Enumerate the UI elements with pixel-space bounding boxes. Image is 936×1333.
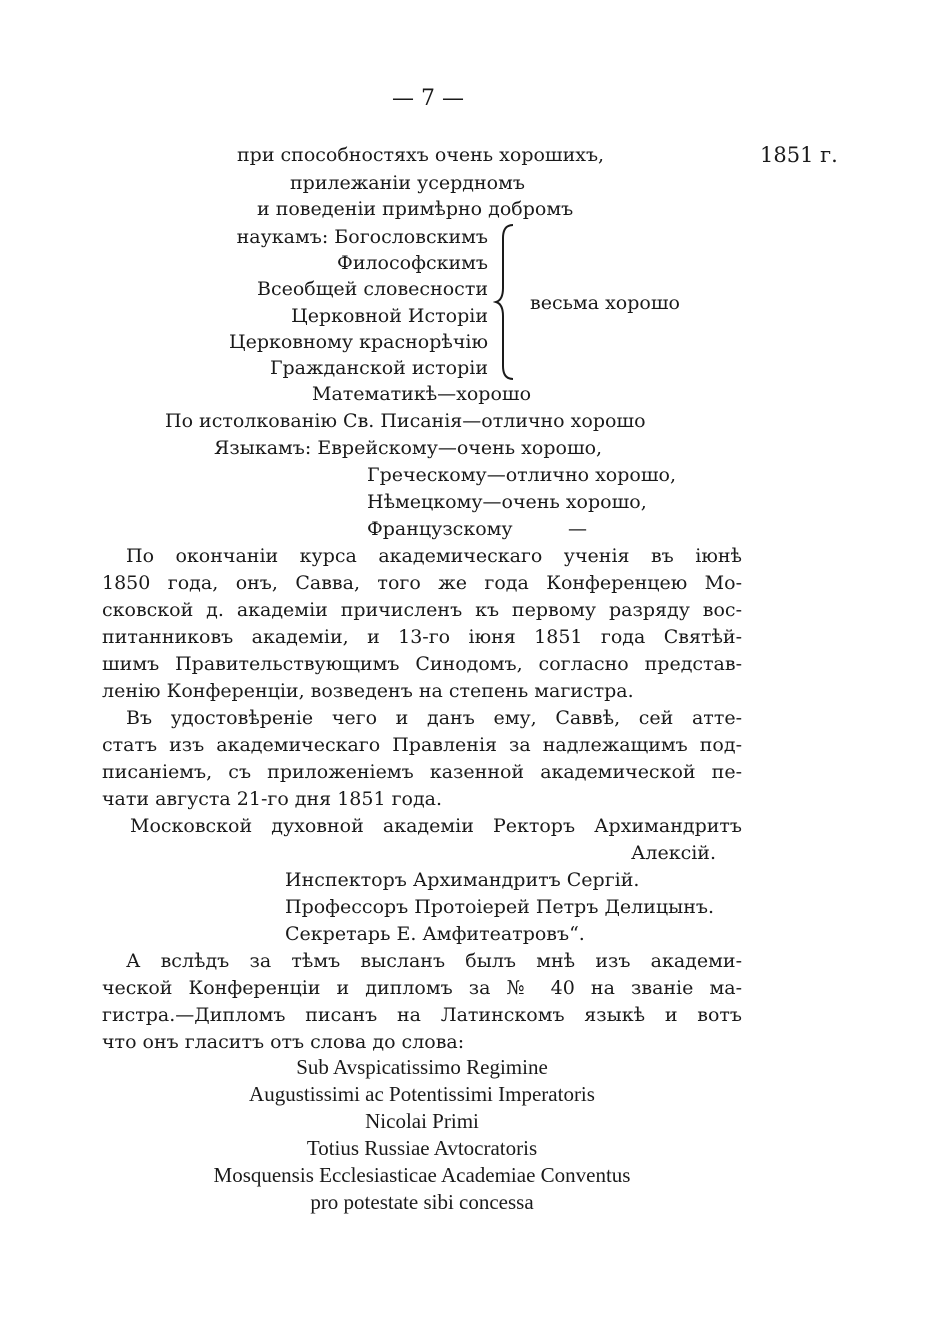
signature-secretary: Секретарь Е. Амфитеатровъ“.	[285, 923, 585, 945]
latin-line: pro potestate sibi concessa	[310, 1190, 534, 1214]
grades-line-behavior: и поведеніи примѣрно добромъ	[257, 198, 574, 220]
para3-line: А вслѣдъ за тѣмъ высланъ былъ мнѣ изъ академи-	[126, 950, 742, 972]
grade-scripture: По истолкованію Св. Писанія—отлично хорошо	[165, 410, 646, 432]
science-civil-history: Гражданской исторіи	[269, 357, 488, 379]
para1-line: шимъ Правительствующимъ Синодомъ, согласно представ-	[102, 653, 742, 675]
grade-french: Французскому	[367, 518, 513, 540]
para3-line: гистра.—Дипломъ писанъ на Латинскомъ языкѣ и вотъ	[102, 1004, 742, 1026]
year-margin: 1851 г.	[760, 143, 838, 167]
para2-line: писаніемъ, съ приложеніемъ казенной академической пе-	[102, 761, 742, 783]
science-philosophy: Философскимъ	[337, 252, 488, 274]
latin-line: Sub Avspicatissimo Regimine	[296, 1055, 548, 1079]
para1-line: сковской д. академіи причисленъ къ первому разряду вос-	[102, 599, 742, 621]
curly-brace-icon	[493, 222, 521, 382]
grade-math: Математикѣ—хорошо	[312, 383, 532, 405]
science-eloquence: Церковному краснорѣчію	[229, 331, 488, 353]
para1-line: По окончаніи курса академическаго ученія въ іюнѣ	[126, 545, 742, 567]
para3-line: что онъ гласитъ отъ слова до слова:	[102, 1031, 465, 1053]
grade-greek: Греческому—отлично хорошо,	[367, 464, 676, 486]
para1-line: питанниковъ академіи, и 13-го іюня 1851 года Святѣй-	[102, 626, 742, 648]
grade-hebrew: Языкамъ: Еврейскому—очень хорошо,	[214, 437, 603, 459]
latin-line: Totius Russiae Avtocratoris	[306, 1136, 538, 1160]
signature-inspector: Инспекторъ Архимандритъ Сергій.	[285, 869, 640, 891]
signature-professor: Профессоръ Протоіерей Петръ Делицынъ.	[285, 896, 715, 918]
grades-line-abilities: при способностяхъ очень хорошихъ,	[237, 144, 605, 166]
para2-line: статъ изъ академическаго Правленія за надлежащимъ под-	[102, 734, 742, 756]
latin-line: Mosquensis Ecclesiasticae Academiae Conventus	[213, 1163, 631, 1187]
science-literature: Всеобщей словесности	[257, 278, 488, 300]
sciences-grade: весьма хорошо	[530, 292, 680, 314]
para2-line: чати августа 21-го дня 1851 года.	[102, 788, 443, 810]
latin-line: Augustissimi ac Potentissimi Imperatoris	[249, 1082, 595, 1106]
para2-line: Въ удостовѣреніе чего и данъ ему, Саввѣ, сей атте-	[126, 707, 742, 729]
para1-line: 1850 года, онъ, Савва, того же года Конференцею Мо-	[102, 572, 742, 594]
para3-line: ческой Конференціи и дипломъ за № 40 на званіе ма-	[102, 977, 742, 999]
para1-line: ленію Конференціи, возведенъ на степень магистра.	[102, 680, 634, 702]
grade-french-dash: —	[568, 518, 587, 540]
latin-line: Nicolai Primi	[365, 1109, 479, 1133]
science-church-history: Церковной Исторіи	[291, 305, 488, 327]
grades-line-diligence: прилежаніи усердномъ	[290, 172, 525, 194]
signature-rector-name: Алексій.	[631, 842, 716, 864]
signature-rector: Московской духовной академіи Ректоръ Архимандритъ	[130, 815, 742, 837]
page-number: — 7 —	[392, 86, 464, 111]
science-theology: наукамъ: Богословскимъ	[236, 226, 488, 248]
grade-german: Нѣмецкому—очень хорошо,	[367, 491, 647, 513]
